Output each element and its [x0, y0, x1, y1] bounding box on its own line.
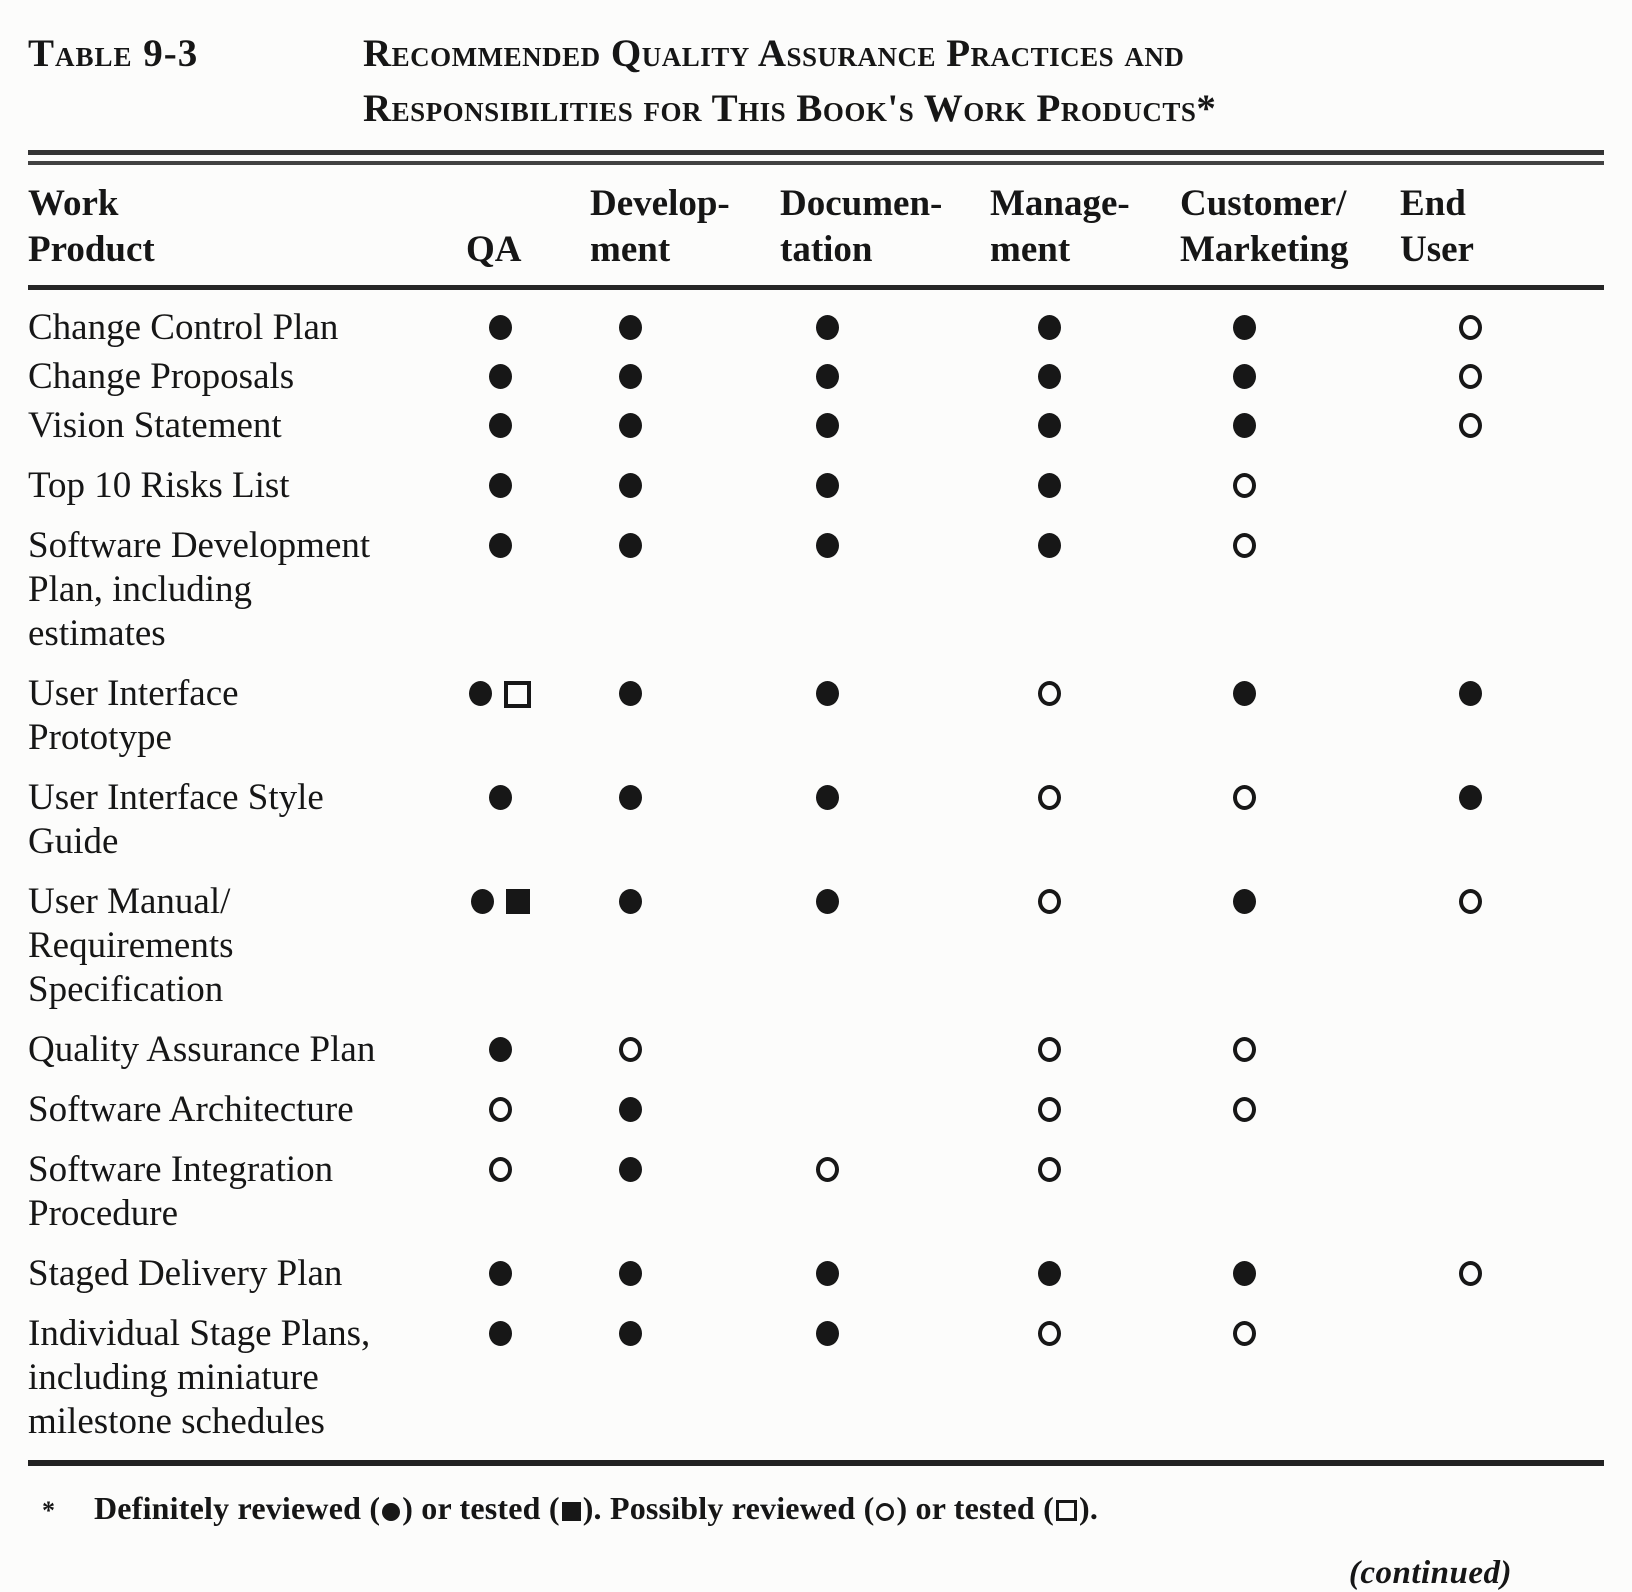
- symbol-cell-qa: [448, 672, 552, 760]
- column-header-line: Marketing: [1180, 229, 1349, 270]
- work-product-name: [28, 1028, 448, 1072]
- symbol-cell-management: [946, 404, 1152, 448]
- open-circle-icon: [1038, 785, 1061, 810]
- column-header-end-user: [1336, 181, 1604, 273]
- filled-circle-icon: [816, 473, 839, 498]
- open-circle-icon: [1233, 533, 1256, 558]
- work-product-name-line: Individual Stage Plans,: [28, 1313, 371, 1354]
- symbol-cell-end-user: [1336, 1028, 1604, 1072]
- filled-circle-icon: [1233, 1261, 1256, 1286]
- symbol-cell-management: [946, 306, 1152, 350]
- column-header-line: Develop-: [590, 183, 730, 224]
- symbol-cell-customer-marketing: [1152, 1088, 1336, 1132]
- symbol-cell-documentation: [708, 880, 946, 1012]
- symbol-cell-documentation: [708, 464, 946, 508]
- symbol-cell-customer-marketing: [1152, 672, 1336, 760]
- work-product-name: [28, 404, 448, 448]
- filled-circle-icon: [816, 413, 839, 438]
- work-product-name-line: Prototype: [28, 717, 172, 758]
- filled-circle-icon: [1038, 1261, 1061, 1286]
- symbol-cell-qa: [448, 464, 552, 508]
- column-header-work-product: [28, 181, 448, 273]
- open-circle-icon: [816, 1157, 839, 1182]
- work-product-name: [28, 306, 448, 350]
- filled-circle-icon: [1038, 533, 1061, 558]
- symbol-cell-management: [946, 464, 1152, 508]
- work-product-name-line: Staged Delivery Plan: [28, 1253, 343, 1294]
- work-product-name: [28, 1252, 448, 1296]
- table-row: [28, 880, 1604, 1012]
- filled-circle-icon: [489, 473, 512, 498]
- filled-circle-icon: [816, 364, 839, 389]
- table-row: [28, 524, 1604, 656]
- open-circle-icon: [1038, 889, 1061, 914]
- open-circle-icon: [1038, 1321, 1061, 1346]
- open-circle-icon: [1459, 889, 1482, 914]
- open-circle-icon: [1459, 1261, 1482, 1286]
- work-product-name-line: Quality Assurance Plan: [28, 1029, 376, 1070]
- filled-circle-icon: [382, 1503, 400, 1521]
- work-product-name: [28, 776, 448, 864]
- filled-circle-icon: [489, 1037, 512, 1062]
- column-header-qa: [448, 227, 552, 273]
- footnote: [28, 1490, 1604, 1527]
- table-body: [28, 290, 1604, 1444]
- filled-circle-icon: [489, 364, 512, 389]
- table-row: [28, 404, 1604, 448]
- symbol-cell-development: [552, 672, 708, 760]
- filled-circle-icon: [1233, 364, 1256, 389]
- filled-circle-icon: [1038, 413, 1061, 438]
- symbol-cell-end-user: [1336, 355, 1604, 399]
- filled-circle-icon: [619, 1321, 642, 1346]
- bottom-rule: [28, 1460, 1604, 1466]
- symbol-cell-customer-marketing: [1152, 1028, 1336, 1072]
- open-circle-icon: [1233, 785, 1256, 810]
- open-circle-icon: [1038, 681, 1061, 706]
- symbol-cell-documentation: [708, 1088, 946, 1132]
- symbol-cell-documentation: [708, 306, 946, 350]
- column-header-line: User: [1400, 229, 1474, 270]
- symbol-cell-customer-marketing: [1152, 355, 1336, 399]
- symbol-cell-end-user: [1336, 1252, 1604, 1296]
- filled-circle-icon: [489, 315, 512, 340]
- symbol-cell-qa: [448, 306, 552, 350]
- filled-square-icon: [506, 889, 530, 914]
- symbol-cell-documentation: [708, 1148, 946, 1236]
- column-header-line: tation: [780, 229, 873, 270]
- symbol-cell-end-user: [1336, 464, 1604, 508]
- work-product-name-line: User Manual/: [28, 881, 231, 922]
- symbol-cell-development: [552, 355, 708, 399]
- column-header-development: [552, 181, 730, 273]
- symbol-cell-development: [552, 524, 708, 656]
- symbol-cell-management: [946, 1252, 1152, 1296]
- symbol-cell-development: [552, 464, 708, 508]
- column-header-line: End: [1400, 183, 1466, 224]
- symbol-cell-documentation: [708, 776, 946, 864]
- open-circle-icon: [1038, 1097, 1061, 1122]
- title-bar: [28, 26, 1604, 136]
- symbol-cell-management: [946, 524, 1152, 656]
- filled-circle-icon: [1459, 785, 1482, 810]
- filled-circle-icon: [816, 889, 839, 914]
- symbol-cell-development: [552, 306, 708, 350]
- open-circle-icon: [876, 1503, 894, 1521]
- table-row: [28, 1252, 1604, 1296]
- table-header-row: [28, 165, 1604, 285]
- open-circle-icon: [1038, 1037, 1061, 1062]
- work-product-name: [28, 355, 448, 399]
- work-product-name: [28, 524, 448, 656]
- work-product-name-line: milestone schedules: [28, 1401, 325, 1442]
- filled-circle-icon: [619, 785, 642, 810]
- open-circle-icon: [1038, 1157, 1061, 1182]
- symbol-cell-customer-marketing: [1152, 464, 1336, 508]
- symbol-cell-qa: [448, 1252, 552, 1296]
- work-product-name-line: Plan, including: [28, 569, 253, 610]
- filled-circle-icon: [619, 533, 642, 558]
- symbol-cell-qa: [448, 1028, 552, 1072]
- symbol-cell-development: [552, 404, 708, 448]
- filled-circle-icon: [1233, 889, 1256, 914]
- symbol-cell-end-user: [1336, 1088, 1604, 1132]
- symbol-cell-management: [946, 1028, 1152, 1072]
- symbol-cell-development: [552, 1148, 708, 1236]
- symbol-cell-end-user: [1336, 672, 1604, 760]
- filled-circle-icon: [1038, 315, 1061, 340]
- symbol-cell-customer-marketing: [1152, 1312, 1336, 1444]
- work-product-name: [28, 672, 448, 760]
- symbol-cell-management: [946, 672, 1152, 760]
- table-row: [28, 464, 1604, 508]
- work-product-name-line: Requirements: [28, 925, 234, 966]
- table-row: [28, 672, 1604, 760]
- symbol-cell-documentation: [708, 524, 946, 656]
- footnote-text: Definitely reviewed ( ) or tested ( ). Possibly reviewed ( ) or tested ( ).: [94, 1490, 1099, 1526]
- work-product-name-line: User Interface: [28, 673, 239, 714]
- work-product-name-line: User Interface Style: [28, 777, 324, 818]
- work-product-name-line: Software Architecture: [28, 1089, 354, 1130]
- symbol-cell-customer-marketing: [1152, 776, 1336, 864]
- filled-circle-icon: [619, 413, 642, 438]
- filled-circle-icon: [619, 473, 642, 498]
- open-circle-icon: [1233, 1321, 1256, 1346]
- filled-square-icon: [562, 1502, 581, 1521]
- work-product-name-line: Change Control Plan: [28, 307, 339, 348]
- work-product-name-line: Software Integration: [28, 1149, 334, 1190]
- open-circle-icon: [489, 1157, 512, 1182]
- symbol-cell-qa: [448, 404, 552, 448]
- symbol-cell-customer-marketing: [1152, 524, 1336, 656]
- filled-circle-icon: [1233, 681, 1256, 706]
- work-product-name-line: Top 10 Risks List: [28, 465, 290, 506]
- table-row: [28, 776, 1604, 864]
- column-header-customer-marketing: [1152, 181, 1349, 273]
- filled-circle-icon: [619, 889, 642, 914]
- open-circle-icon: [1233, 473, 1256, 498]
- work-product-name-line: Vision Statement: [28, 405, 282, 446]
- column-header-line: Product: [28, 229, 155, 270]
- work-product-name-line: Change Proposals: [28, 356, 295, 397]
- symbol-cell-development: [552, 776, 708, 864]
- open-circle-icon: [1233, 1097, 1256, 1122]
- table-row: [28, 1088, 1604, 1132]
- filled-circle-icon: [816, 785, 839, 810]
- symbol-cell-end-user: [1336, 306, 1604, 350]
- table-row: [28, 1312, 1604, 1444]
- symbol-cell-development: [552, 1028, 708, 1072]
- symbol-cell-documentation: [708, 1252, 946, 1296]
- symbol-cell-documentation: [708, 1028, 946, 1072]
- open-circle-icon: [1459, 364, 1482, 389]
- filled-circle-icon: [816, 1261, 839, 1286]
- filled-circle-icon: [469, 681, 492, 706]
- symbol-cell-development: [552, 880, 708, 1012]
- symbol-cell-qa: [448, 1148, 552, 1236]
- symbol-cell-documentation: [708, 355, 946, 399]
- column-header-line: Customer/: [1180, 183, 1347, 224]
- table-row: [28, 306, 1604, 350]
- filled-circle-icon: [619, 1157, 642, 1182]
- work-product-name: [28, 880, 448, 1012]
- filled-circle-icon: [816, 533, 839, 558]
- work-product-name-line: including miniature: [28, 1357, 319, 1398]
- symbol-cell-customer-marketing: [1152, 1252, 1336, 1296]
- filled-circle-icon: [471, 889, 494, 914]
- open-circle-icon: [1233, 1037, 1256, 1062]
- symbol-cell-end-user: [1336, 404, 1604, 448]
- column-header-line: Work: [28, 183, 119, 224]
- symbol-cell-customer-marketing: [1152, 306, 1336, 350]
- filled-circle-icon: [1038, 473, 1061, 498]
- symbol-cell-end-user: [1336, 1312, 1604, 1444]
- continued-note: (continued): [1348, 1555, 1512, 1591]
- table-title-line-2: Responsibilities for This Book's Work Products*: [363, 87, 1217, 130]
- open-circle-icon: [489, 1097, 512, 1122]
- table-row: [28, 1028, 1604, 1072]
- symbol-cell-qa: [448, 880, 552, 1012]
- open-circle-icon: [619, 1037, 642, 1062]
- filled-circle-icon: [489, 785, 512, 810]
- symbol-cell-documentation: [708, 1312, 946, 1444]
- symbol-cell-management: [946, 355, 1152, 399]
- symbol-cell-development: [552, 1252, 708, 1296]
- symbol-cell-qa: [448, 355, 552, 399]
- symbol-cell-management: [946, 1088, 1152, 1132]
- symbol-cell-documentation: [708, 404, 946, 448]
- filled-circle-icon: [1233, 315, 1256, 340]
- open-circle-icon: [1459, 315, 1482, 340]
- filled-circle-icon: [619, 1261, 642, 1286]
- work-product-name-line: estimates: [28, 613, 166, 654]
- filled-circle-icon: [619, 315, 642, 340]
- symbol-cell-end-user: [1336, 1148, 1604, 1236]
- symbol-cell-customer-marketing: [1152, 880, 1336, 1012]
- filled-circle-icon: [1233, 413, 1256, 438]
- work-product-name-line: Software Development: [28, 525, 371, 566]
- symbol-cell-end-user: [1336, 776, 1604, 864]
- symbol-cell-management: [946, 1148, 1152, 1236]
- footnote-marker: *: [42, 1496, 55, 1525]
- table-number-label: Table 9-3: [28, 32, 199, 75]
- filled-circle-icon: [489, 1261, 512, 1286]
- column-header-documentation: [708, 181, 946, 273]
- symbol-cell-customer-marketing: [1152, 1148, 1336, 1236]
- filled-circle-icon: [1038, 364, 1061, 389]
- table-title: [363, 26, 1216, 136]
- filled-circle-icon: [489, 413, 512, 438]
- open-square-icon: [504, 681, 531, 708]
- column-header-line: Documen-: [780, 183, 943, 224]
- top-double-rule: [28, 150, 1604, 165]
- symbol-cell-development: [552, 1088, 708, 1132]
- filled-circle-icon: [489, 533, 512, 558]
- symbol-cell-customer-marketing: [1152, 404, 1336, 448]
- filled-circle-icon: [619, 1097, 642, 1122]
- open-circle-icon: [1459, 413, 1482, 438]
- symbol-cell-management: [946, 776, 1152, 864]
- work-product-name-line: Specification: [28, 969, 224, 1010]
- table-row: [28, 1148, 1604, 1236]
- filled-circle-icon: [1459, 681, 1482, 706]
- symbol-cell-qa: [448, 1088, 552, 1132]
- column-header-line: QA: [466, 229, 522, 270]
- work-product-name: [28, 1088, 448, 1132]
- filled-circle-icon: [619, 364, 642, 389]
- work-product-name: [28, 1148, 448, 1236]
- work-product-name: [28, 464, 448, 508]
- symbol-cell-qa: [448, 1312, 552, 1444]
- work-product-name-line: Guide: [28, 821, 119, 862]
- symbol-cell-end-user: [1336, 524, 1604, 656]
- work-product-name: [28, 1312, 448, 1444]
- open-square-icon: [1056, 1500, 1077, 1521]
- table-title-line-1: Recommended Quality Assurance Practices and: [363, 32, 1185, 75]
- work-product-name-line: Procedure: [28, 1193, 178, 1234]
- symbol-cell-end-user: [1336, 880, 1604, 1012]
- symbol-cell-development: [552, 1312, 708, 1444]
- column-header-line: ment: [590, 229, 671, 270]
- symbol-cell-qa: [448, 524, 552, 656]
- symbol-cell-management: [946, 1312, 1152, 1444]
- filled-circle-icon: [816, 681, 839, 706]
- column-header-line: Manage-: [990, 183, 1130, 224]
- symbol-cell-management: [946, 880, 1152, 1012]
- filled-circle-icon: [816, 315, 839, 340]
- filled-circle-icon: [619, 681, 642, 706]
- column-header-line: ment: [990, 229, 1071, 270]
- filled-circle-icon: [489, 1321, 512, 1346]
- symbol-cell-documentation: [708, 672, 946, 760]
- filled-circle-icon: [816, 1321, 839, 1346]
- column-header-management: [946, 181, 1152, 273]
- symbol-cell-qa: [448, 776, 552, 864]
- table-row: [28, 355, 1604, 399]
